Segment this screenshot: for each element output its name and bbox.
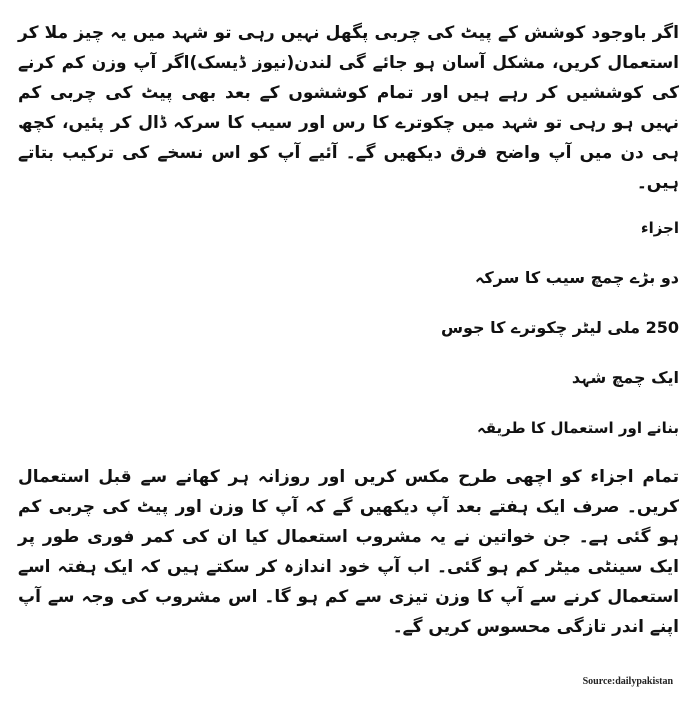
ingredients-heading: اجزاء [640,219,679,237]
method-heading: بنانے اور استعمال کا طریقہ [476,419,679,437]
method-paragraph: تمام اجزاء کو اچھی طرح مکس کریں اور روزانہ ہر کھانے سے قبل استعمال کریں۔ صرف ایک ہفتے بعد آپ دیکھیں گے کہ آپ کا وزن اور پیٹ کی چربی کم ہو گئی ہے۔ جن خواتین نے یہ مشروب استعمال کیا ان کی کمر فوری طور پر ایک سینٹی میٹر کم ہو گئی۔ اب آپ خود اندازہ کر سکتے ہیں کہ ایک ہفتہ اسے استعمال کرنے سے آپ کا وزن تیزی سے کم ہو گا۔ اس مشروب کی وجہ سے آپ اپنے اندر تازگی محسوس کریں گے۔ [18,467,679,637]
ingredient-item: دو بڑے چمچ سیب کا سرکہ [474,268,679,287]
intro-paragraph: اگر باوجود کوشش کے پیٹ کی چربی پگھل نہیں رہی تو شہد میں یہ چیز ملا کر استعمال کریں، مشکل آسان ہو جائے گی لندن(نیوز ڈیسک)اگر آپ وزن کم کرنے کی کوششیں کر رہے ہیں اور تمام کوششوں کے بعد بھی پیٹ کی چربی کم نہیں ہو رہی تو شہد میں چکوترے کا رس اور سیب کا سرکہ ڈال کر پئیں، کچھ ہی دن میں آپ واضح فرق دیکھیں گے۔ آئیے آپ کو اس نسخے کی ترکیب بتاتے ہیں۔ [18,23,679,193]
ingredient-item: ایک چمچ شہد [571,368,679,387]
source-credit: Source:dailypakistan [582,676,673,687]
ingredient-item: 250 ملی لیٹر چکوترے کا جوس [440,318,679,337]
